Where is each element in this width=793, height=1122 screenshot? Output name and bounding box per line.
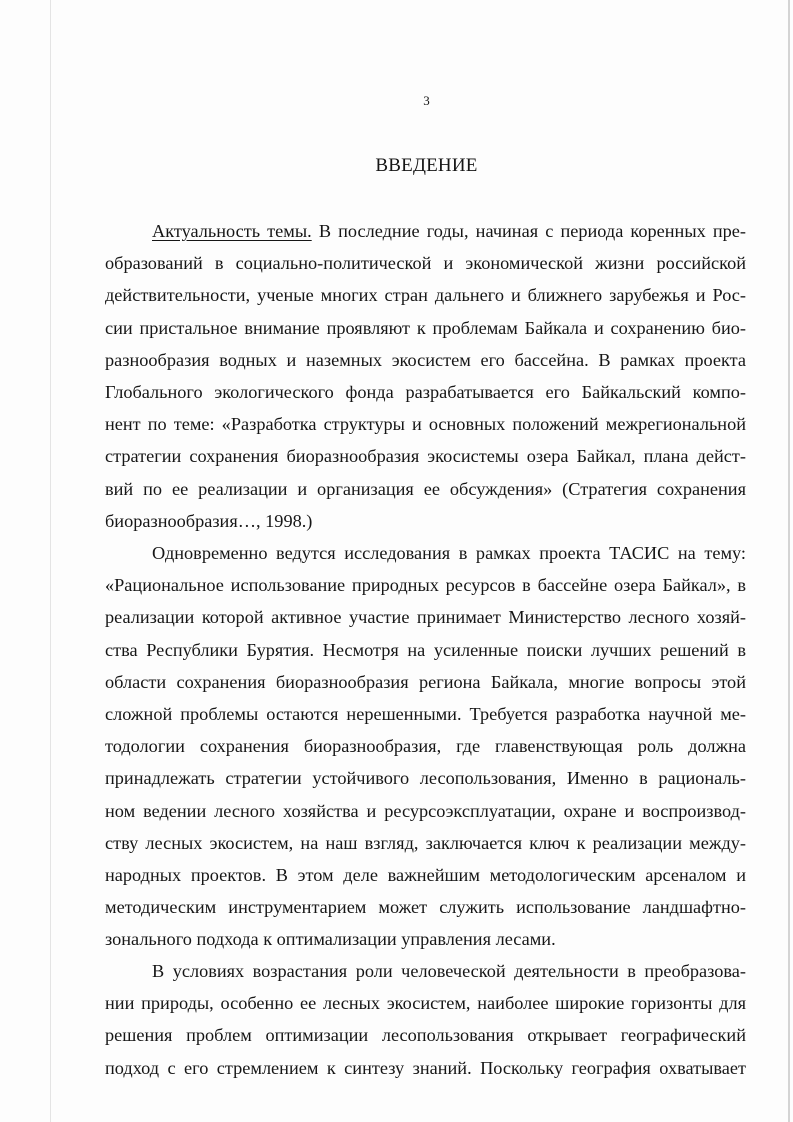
text-line: реализации которой активное участие принимает Министерство лесного хозяй- xyxy=(105,607,746,628)
relevance-lead: Актуальность темы. xyxy=(152,221,312,241)
paragraph-tacis xyxy=(105,537,746,955)
text-line: зонального подхода к оптимализации управления лесами. xyxy=(105,929,556,950)
text-line: образований в социально-политической и экономической жизни российской xyxy=(105,253,746,274)
text-line: В условиях возрастания роли человеческой деятельности в преобразова- xyxy=(152,961,746,981)
text-line: ству лесных экосистем, на наш взгляд, заключается ключ к реализации между- xyxy=(105,832,746,853)
text-line: методическим инструментарием может служить использование ландшафтно- xyxy=(105,897,746,918)
text-line: тодологии сохранения биоразнообразия, где главенствующая роль должна xyxy=(105,736,746,757)
text-line: биоразнообразия…, 1998.) xyxy=(105,510,313,531)
text-line: ном ведении лесного хозяйства и ресурсоэксплуатации, охране и воспроизвод- xyxy=(105,800,746,821)
page-number: 3 xyxy=(423,93,430,108)
paragraph-relevance xyxy=(105,215,746,537)
text-line: народных проектов. В этом деле важнейшим методологическим арсеналом и xyxy=(105,864,746,885)
text-line: сложной проблемы остаются нерешенными. Требуется разработка научной ме- xyxy=(105,703,746,724)
text-line: «Рациональное использование природных ресурсов в бассейне озера Байкал», в xyxy=(105,575,746,596)
text-line: Актуальность темы. В последние годы, начиная с периода коренных пре- xyxy=(152,221,747,241)
text-line: действительности, ученые многих стран дальнего и ближнего зарубежья и Рос- xyxy=(105,285,746,306)
section-heading: ВВЕДЕНИЕ xyxy=(375,155,478,176)
text-line: стратегии сохранения биоразнообразия экосистемы озера Байкал, плана дейст- xyxy=(105,446,746,467)
text-line: нии природы, особенно ее лесных экосистем, наиболее широкие горизонты для xyxy=(105,993,746,1014)
text-line: области сохранения биоразнообразия региона Байкала, многие вопросы этой xyxy=(105,671,746,692)
text-line: Одновременно ведутся исследования в рамках проекта ТАСИС на тему: xyxy=(152,543,746,563)
text-line: вий по ее реализации и организация ее обсуждения» (Стратегия сохранения xyxy=(105,478,746,499)
paragraph-geography xyxy=(105,955,746,1084)
text-line: разнообразия водных и наземных экосистем его бассейна. В рамках проекта xyxy=(105,349,746,370)
text-line: нент по теме: «Разработка структуры и основных положений межрегиональной xyxy=(105,414,746,435)
text-line: подход с его стремлением к синтезу знаний. Поскольку география охватывает xyxy=(105,1057,746,1078)
text-line: Глобального экологического фонда разрабатывается его Байкальский компо- xyxy=(105,381,746,402)
text-line: решения проблем оптимизации лесопользования открывает географический xyxy=(105,1025,746,1046)
text-line: сии пристальное внимание проявляют к проблемам Байкала и сохранению био- xyxy=(105,317,746,338)
text-line: принадлежать стратегии устойчивого лесопользования, Именно в рациональ- xyxy=(105,768,746,789)
text-line: ства Республики Бурятия. Несмотря на усиленные поиски лучших решений в xyxy=(105,639,746,660)
